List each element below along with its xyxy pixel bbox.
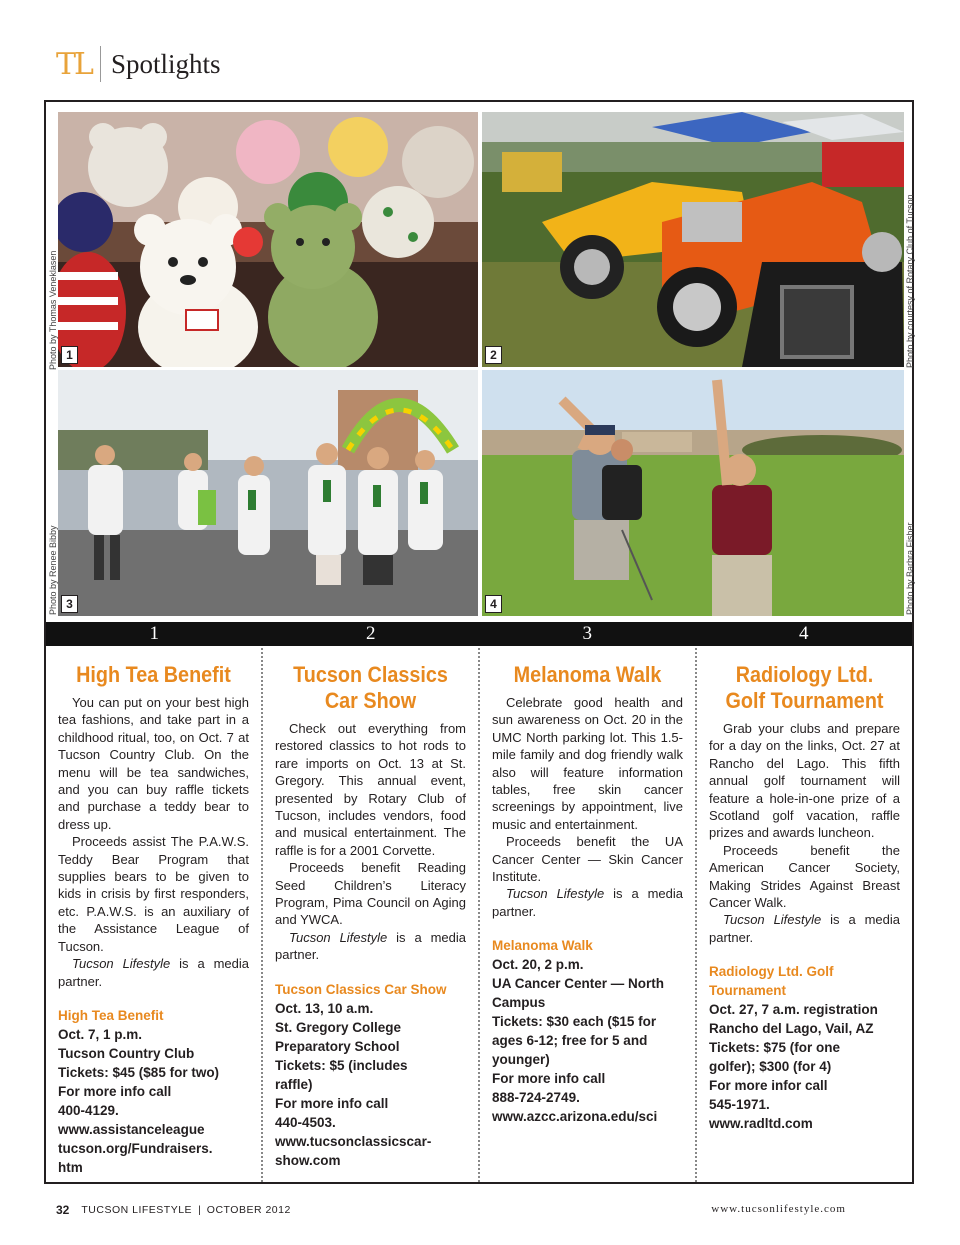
info-line: For more infor call bbox=[709, 1078, 828, 1094]
event-info bbox=[275, 980, 466, 1170]
event-column-golf-tournament bbox=[695, 648, 912, 1182]
column-number-bar bbox=[46, 622, 912, 646]
info-line: 545-1971. bbox=[709, 1097, 770, 1113]
info-link[interactable]: show.com bbox=[275, 1152, 341, 1168]
event-paragraph: You can put on your best high tea fashions, and take part in a childhood ritual, too, on Oct. 7 at Tucson Country Club. On the menu will be tea sandwiches, and you can buy raffle tickets and purchase a teddy bear to dress up. bbox=[58, 695, 249, 832]
event-title: Melanoma Walk bbox=[513, 662, 662, 687]
info-line: Tickets: $75 (for one bbox=[709, 1040, 841, 1056]
info-line: Oct. 20, 2 p.m. bbox=[492, 957, 584, 973]
info-line: St. Gregory College bbox=[275, 1019, 402, 1035]
info-line: Tickets: $45 ($85 for two) bbox=[58, 1064, 220, 1080]
event-paragraph: Proceeds benefit the UA Cancer Center — Skin Cancer Institute. bbox=[492, 834, 683, 885]
website-link[interactable]: www.tucsonlifestyle.com bbox=[711, 1203, 846, 1215]
golfers-photo bbox=[482, 370, 904, 616]
photo-number: 4 bbox=[485, 595, 502, 613]
event-paragraph: Grab your clubs and prepare for a day on the links, Oct. 27 at Rancho del Lago. This fifth annual golf tournament will feature a hole-in-one prize of a Scotland golf vacation, raffle prizes and awards luncheon. bbox=[709, 721, 900, 841]
info-line: Tickets: $5 (includes bbox=[275, 1057, 408, 1073]
info-link[interactable]: www.assistanceleague bbox=[58, 1121, 205, 1137]
info-line: Oct. 13, 10 a.m. bbox=[275, 1000, 374, 1016]
info-line: 400-4129. bbox=[58, 1102, 119, 1118]
teddy-bears-photo bbox=[58, 112, 478, 367]
column-number: 2 bbox=[366, 623, 376, 644]
photo-number: 1 bbox=[61, 346, 78, 364]
info-title: Melanoma Walk bbox=[492, 938, 593, 954]
photo-4 bbox=[482, 370, 904, 616]
event-column-car-show bbox=[261, 648, 478, 1182]
event-info bbox=[492, 936, 683, 1126]
event-column-high-tea bbox=[46, 648, 261, 1182]
info-line: Campus bbox=[492, 995, 546, 1011]
section-title: Spotlights bbox=[110, 48, 221, 79]
issue-date: OCTOBER 2012 bbox=[206, 1204, 291, 1216]
footer-divider: | bbox=[198, 1204, 201, 1216]
column-number: 4 bbox=[799, 623, 809, 644]
photo-credit: Photo by Renee Bibby bbox=[48, 525, 58, 615]
spotlights-frame bbox=[44, 100, 914, 1184]
photo-credit: Photo by Thomas Veneklasen bbox=[48, 250, 58, 370]
info-link[interactable]: www.azcc.arizona.edu/sci bbox=[492, 1109, 658, 1125]
info-line: ages 6-12; free for 5 and bbox=[492, 1033, 648, 1049]
info-link[interactable]: htm bbox=[58, 1159, 83, 1175]
event-info bbox=[709, 962, 900, 1133]
info-line: golfer); $300 (for 4) bbox=[709, 1059, 832, 1075]
column-number: 1 bbox=[149, 623, 159, 644]
magazine-logo: TL bbox=[56, 46, 92, 82]
event-title: High Tea Benefit bbox=[76, 662, 231, 687]
photo-credit: Photo by courtesy of Rotary Club of Tucson bbox=[905, 194, 915, 368]
event-title: Tucson Classics Car Show bbox=[293, 662, 448, 713]
media-partner: Tucson Lifestyle is a media partner. bbox=[492, 886, 683, 919]
page-footer bbox=[56, 1201, 846, 1219]
publication-name: Tucson Lifestyle bbox=[72, 956, 171, 972]
photo-number: 2 bbox=[485, 346, 502, 364]
photo-3 bbox=[58, 370, 478, 616]
info-line: Tucson Country Club bbox=[58, 1045, 195, 1061]
header-divider bbox=[100, 46, 101, 82]
event-paragraph: Proceeds benefit the American Cancer Society, Making Strides Against Breast Cancer Walk. bbox=[709, 842, 900, 911]
info-line: Rancho del Lago, Vail, AZ bbox=[709, 1021, 874, 1037]
media-partner: Tucson Lifestyle is a media partner. bbox=[709, 912, 900, 945]
info-line: Oct. 27, 7 a.m. registration bbox=[709, 1002, 878, 1018]
info-line: UA Cancer Center — North bbox=[492, 976, 665, 992]
magazine-name: TUCSON LIFESTYLE bbox=[81, 1204, 193, 1216]
info-link[interactable]: tucson.org/Fundraisers. bbox=[58, 1140, 213, 1156]
publication-name: Tucson Lifestyle bbox=[289, 929, 388, 945]
info-line: For more info call bbox=[58, 1083, 172, 1099]
media-partner: Tucson Lifestyle is a media partner. bbox=[275, 929, 466, 963]
info-line: Tickets: $30 each ($15 for bbox=[492, 1014, 657, 1030]
photo-1 bbox=[58, 112, 478, 367]
classic-cars-photo bbox=[482, 112, 904, 367]
info-line: For more info call bbox=[275, 1095, 389, 1111]
event-paragraph: Proceeds benefit Reading Seed Children’s Literacy Program, Pima Council on Aging and YWCA. bbox=[275, 860, 466, 928]
photo-number: 3 bbox=[61, 595, 78, 613]
event-paragraph: Proceeds assist The P.A.W.S. Teddy Bear Program that supplies bears to be given to kids in crisis by first responders, etc. P.A.W.S. is an auxiliary of the Assistance League of Tucson. bbox=[58, 834, 249, 954]
page-header bbox=[56, 44, 220, 84]
info-line: Oct. 7, 1 p.m. bbox=[58, 1026, 143, 1042]
walkers-photo bbox=[58, 370, 478, 616]
event-columns bbox=[46, 648, 912, 1182]
info-line: For more info call bbox=[492, 1071, 606, 1087]
event-paragraph: Celebrate good health and sun awareness on Oct. 20 in the UMC North parking lot. This 1.5-mile family and dog friendly walk also will feature information tables, free skin cancer screenings by appointment, live music and entertainment. bbox=[492, 695, 683, 832]
page-number: 32 bbox=[56, 1203, 70, 1217]
column-number: 3 bbox=[582, 623, 592, 644]
event-paragraph: Check out everything from restored classics to hot rods to rare imports on Oct. 13 at St. Gregory. This annual event, presented by Rotary Club of Tucson, includes vendors, food and musical entertainment. The raffle is for a 2001 Corvette. bbox=[275, 721, 466, 858]
info-title: Radiology Ltd. Golf Tournament bbox=[709, 964, 834, 999]
info-line: Preparatory School bbox=[275, 1038, 400, 1054]
event-column-melanoma-walk bbox=[478, 648, 695, 1182]
info-line: 888-724-2749. bbox=[492, 1090, 580, 1106]
photo-credit: Photo by Barbra Fisher bbox=[905, 522, 915, 615]
publication-name: Tucson Lifestyle bbox=[506, 886, 605, 902]
info-title: Tucson Classics Car Show bbox=[275, 981, 447, 997]
info-link[interactable]: www.tucsonclassicscar- bbox=[275, 1133, 432, 1149]
event-title: Radiology Ltd. Golf Tournament bbox=[725, 662, 884, 713]
event-info bbox=[58, 1006, 249, 1177]
info-line: younger) bbox=[492, 1052, 550, 1068]
info-line: raffle) bbox=[275, 1076, 313, 1092]
photo-2 bbox=[482, 112, 904, 367]
publication-name: Tucson Lifestyle bbox=[723, 912, 822, 928]
info-title: High Tea Benefit bbox=[58, 1007, 164, 1023]
info-link[interactable]: www.radltd.com bbox=[709, 1116, 813, 1132]
info-line: 440-4503. bbox=[275, 1114, 336, 1130]
media-partner: Tucson Lifestyle is a media partner. bbox=[58, 956, 249, 989]
